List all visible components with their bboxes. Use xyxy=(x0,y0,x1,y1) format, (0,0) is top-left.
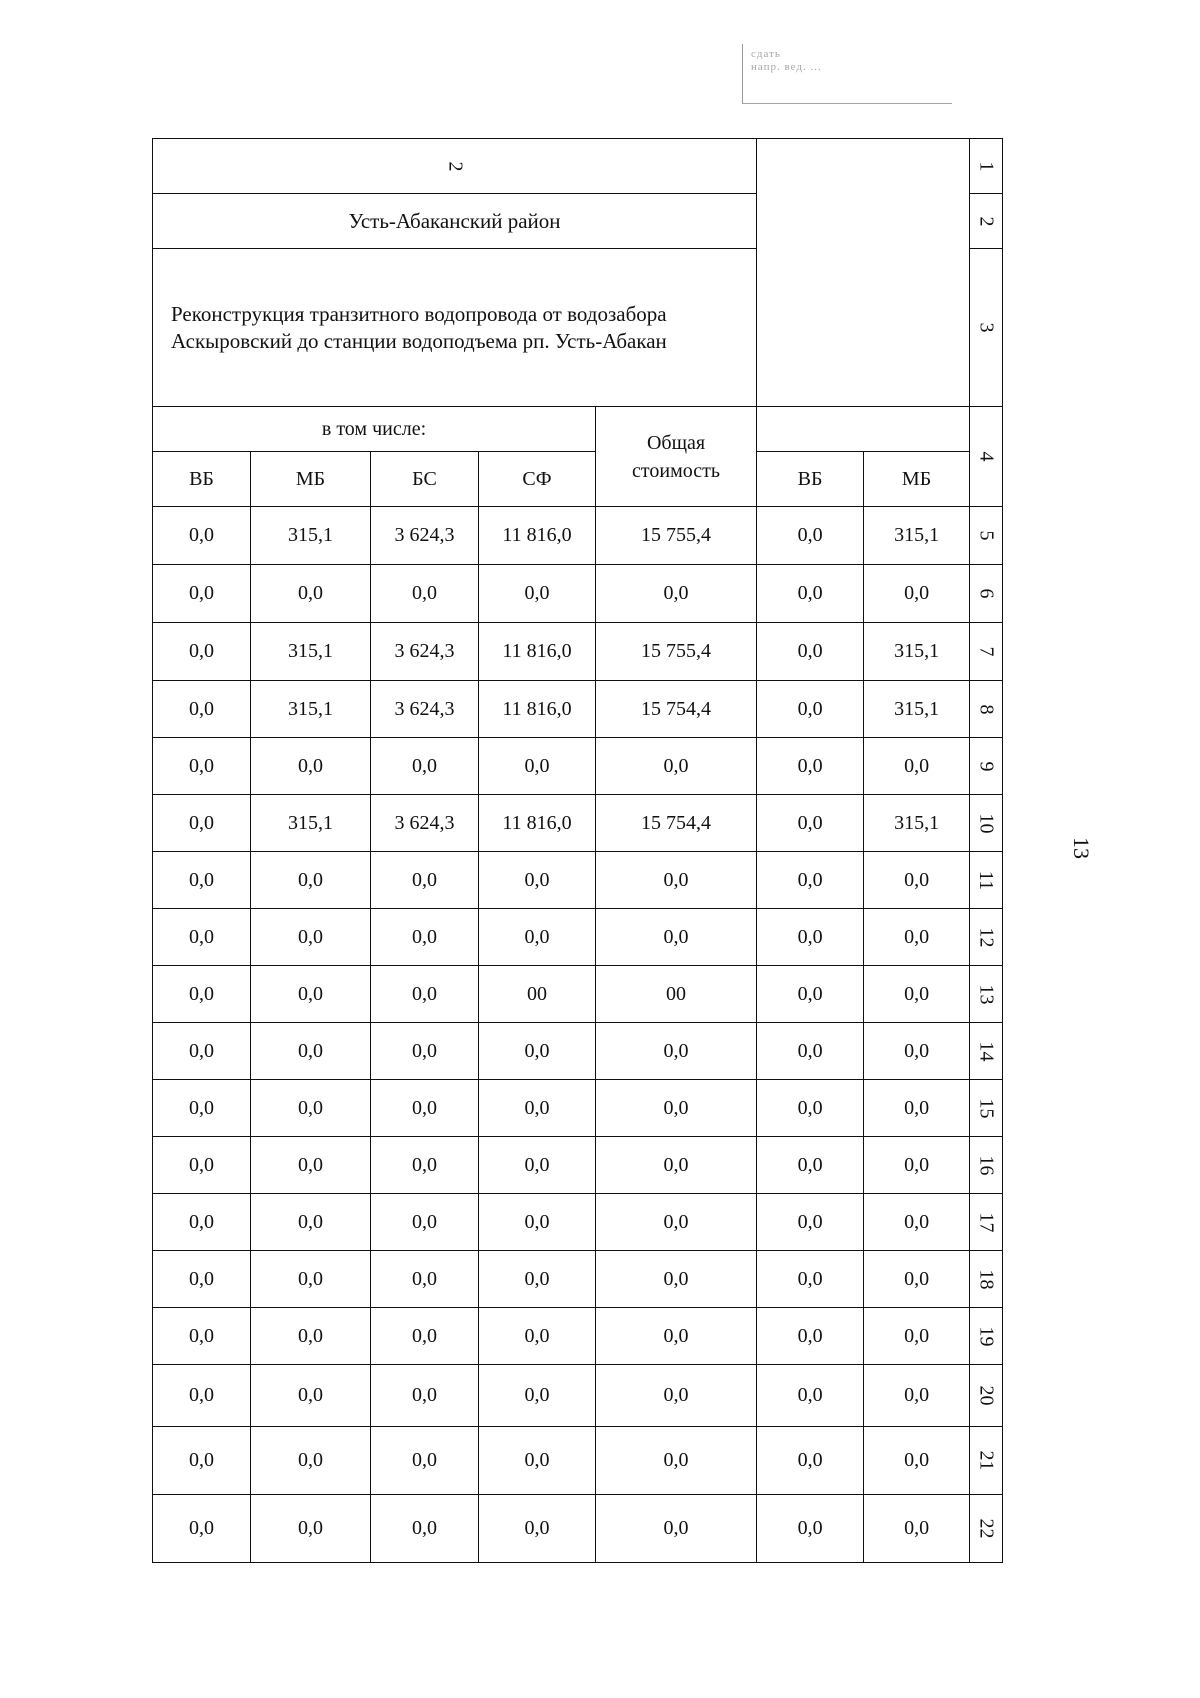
table-cell: 0,0 xyxy=(153,909,251,966)
row-number-cell xyxy=(970,565,1003,623)
table-cell: 0,0 xyxy=(757,1194,864,1251)
row-number-cell xyxy=(970,738,1003,795)
table-cell: 0,0 xyxy=(251,966,371,1023)
project-line-1: Реконструкция транзитного водопровода от водозабора xyxy=(171,301,667,326)
row-number-cell xyxy=(970,1023,1003,1080)
table-cell: 0,0 xyxy=(153,1308,251,1365)
row-number: 10 xyxy=(975,813,998,833)
row-number: 1 xyxy=(975,161,998,171)
table-cell: 0,0 xyxy=(479,1023,596,1080)
table-cell: 11 816,0 xyxy=(479,681,596,738)
table-cell: 11 816,0 xyxy=(479,795,596,852)
table-cell: 0,0 xyxy=(864,1080,970,1137)
table-cell: 0,0 xyxy=(371,852,479,909)
table-cell: 00 xyxy=(479,966,596,1023)
table-cell: 0,0 xyxy=(251,1495,371,1563)
row-number: 16 xyxy=(975,1155,998,1175)
table-cell: 315,1 xyxy=(864,507,970,565)
project-line-2: Аскыровский до станции водоподъема рп. Усть-Абакан xyxy=(171,328,667,353)
table-row xyxy=(153,1194,1003,1251)
row-number: 13 xyxy=(975,984,998,1004)
table-cell: 0,0 xyxy=(153,852,251,909)
row-number: 14 xyxy=(975,1041,998,1061)
table-cell: 0,0 xyxy=(864,738,970,795)
table-cell: 0,0 xyxy=(757,507,864,565)
col-sf-header: СФ xyxy=(479,452,596,507)
table-cell: 0,0 xyxy=(371,966,479,1023)
row-number-cell xyxy=(970,1194,1003,1251)
row-number: 9 xyxy=(975,761,998,771)
table-cell: 0,0 xyxy=(864,909,970,966)
table-cell: 0,0 xyxy=(251,1194,371,1251)
row-number: 4 xyxy=(975,451,998,462)
table-cell: 0,0 xyxy=(757,1427,864,1495)
table-cell: 0,0 xyxy=(251,738,371,795)
table-cell: 0,0 xyxy=(864,1251,970,1308)
row-number-cell xyxy=(970,1080,1003,1137)
table-cell: 0,0 xyxy=(479,1080,596,1137)
table-cell: 15 755,4 xyxy=(596,623,757,681)
table-cell: 0,0 xyxy=(153,738,251,795)
table-cell: 315,1 xyxy=(864,681,970,738)
table-cell: 0,0 xyxy=(757,1137,864,1194)
table-row xyxy=(153,1023,1003,1080)
table-cell: 0,0 xyxy=(757,966,864,1023)
row-number-cell xyxy=(970,1251,1003,1308)
table-cell: 0,0 xyxy=(757,1308,864,1365)
table-cell: 0,0 xyxy=(596,738,757,795)
row-number-cell xyxy=(970,139,1003,194)
table-cell: 0,0 xyxy=(479,1365,596,1427)
row-number: 18 xyxy=(975,1269,998,1289)
table-cell: 0,0 xyxy=(864,966,970,1023)
table-cell: 0,0 xyxy=(757,565,864,623)
table-cell: 11 816,0 xyxy=(479,623,596,681)
table-cell: 315,1 xyxy=(251,507,371,565)
col-vb2-header: ВБ xyxy=(757,452,864,507)
row-number: 11 xyxy=(975,870,998,890)
table-cell: 0,0 xyxy=(251,852,371,909)
total-cost-cell xyxy=(596,407,757,507)
table-cell: 11 816,0 xyxy=(479,507,596,565)
blank-subheader-cell xyxy=(757,407,970,452)
row-number: 17 xyxy=(975,1212,998,1232)
row-number: 20 xyxy=(975,1385,998,1406)
table-cell: 315,1 xyxy=(864,795,970,852)
table-row xyxy=(153,1365,1003,1427)
table-cell: 0,0 xyxy=(757,681,864,738)
table-cell: 0,0 xyxy=(153,1251,251,1308)
stamp-line-1: сдать xyxy=(751,48,781,60)
table-cell: 15 754,4 xyxy=(596,681,757,738)
table-cell: 0,0 xyxy=(757,623,864,681)
table-cell: 0,0 xyxy=(864,1365,970,1427)
table-row xyxy=(153,909,1003,966)
table-row xyxy=(153,623,1003,681)
table-cell: 3 624,3 xyxy=(371,623,479,681)
row-number: 6 xyxy=(975,588,998,599)
table-cell: 0,0 xyxy=(153,1365,251,1427)
table-cell: 0,0 xyxy=(596,1251,757,1308)
registration-stamp xyxy=(742,44,952,104)
table-cell: 0,0 xyxy=(479,1137,596,1194)
table-cell: 0,0 xyxy=(371,565,479,623)
table-cell: 0,0 xyxy=(251,1080,371,1137)
table-cell: 0,0 xyxy=(153,1194,251,1251)
row-number-cell xyxy=(970,249,1003,407)
table-row xyxy=(153,966,1003,1023)
including-cell xyxy=(153,407,596,452)
table-cell: 0,0 xyxy=(757,795,864,852)
table-cell: 0,0 xyxy=(757,909,864,966)
table-cell: 0,0 xyxy=(757,1251,864,1308)
total-cost-label: Общая стоимость xyxy=(632,431,720,482)
table-cell: 0,0 xyxy=(864,1023,970,1080)
table-cell: 0,0 xyxy=(251,565,371,623)
table-row xyxy=(153,738,1003,795)
table-cell: 0,0 xyxy=(153,623,251,681)
row-number-cell xyxy=(970,909,1003,966)
table-row xyxy=(153,507,1003,565)
row-number-cell xyxy=(970,1137,1003,1194)
table-cell: 0,0 xyxy=(479,1495,596,1563)
table-cell: 3 624,3 xyxy=(371,795,479,852)
row-number: 7 xyxy=(975,646,998,657)
table-cell: 0,0 xyxy=(251,1427,371,1495)
table-cell: 0,0 xyxy=(596,1023,757,1080)
table-cell: 0,0 xyxy=(371,1427,479,1495)
table-cell: 0,0 xyxy=(596,1427,757,1495)
table-row xyxy=(153,1308,1003,1365)
table-cell: 0,0 xyxy=(596,565,757,623)
table-cell: 0,0 xyxy=(479,852,596,909)
table-cell: 0,0 xyxy=(153,681,251,738)
table-cell: 0,0 xyxy=(153,1080,251,1137)
table-cell: 0,0 xyxy=(479,565,596,623)
table-cell: 0,0 xyxy=(757,1495,864,1563)
header-row-including xyxy=(153,407,1003,452)
district-name: Усть-Абаканский район xyxy=(348,208,561,233)
table-cell: 0,0 xyxy=(864,1495,970,1563)
table-cell: 315,1 xyxy=(251,623,371,681)
table-cell: 0,0 xyxy=(757,1023,864,1080)
row-number-cell xyxy=(970,795,1003,852)
row-number-cell xyxy=(970,1308,1003,1365)
row-number-cell xyxy=(970,852,1003,909)
table-cell: 0,0 xyxy=(596,1308,757,1365)
row-number-cell xyxy=(970,1427,1003,1495)
table-cell: 0,0 xyxy=(479,1194,596,1251)
table-cell: 0,0 xyxy=(479,909,596,966)
table-cell: 0,0 xyxy=(153,966,251,1023)
table-cell: 0,0 xyxy=(371,738,479,795)
project-cell xyxy=(153,249,757,407)
row-number-cell xyxy=(970,966,1003,1023)
table-cell: 0,0 xyxy=(371,1080,479,1137)
row-number-cell xyxy=(970,1365,1003,1427)
table-row xyxy=(153,565,1003,623)
row-number-cell xyxy=(970,681,1003,738)
col-mb2-header: МБ xyxy=(864,452,970,507)
col-vb-header: ВБ xyxy=(153,452,251,507)
table-cell: 0,0 xyxy=(864,1308,970,1365)
table-cell: 0,0 xyxy=(864,1137,970,1194)
table-cell: 0,0 xyxy=(371,1365,479,1427)
table-cell: 0,0 xyxy=(251,1251,371,1308)
including-label: в том числе: xyxy=(321,417,427,440)
row-number: 8 xyxy=(975,704,998,714)
table-cell: 3 624,3 xyxy=(371,681,479,738)
table-cell: 0,0 xyxy=(596,1365,757,1427)
row-number-cell xyxy=(970,507,1003,565)
table-cell: 0,0 xyxy=(596,852,757,909)
row-number: 22 xyxy=(975,1518,998,1539)
header-row-number xyxy=(153,139,1003,194)
table-cell: 0,0 xyxy=(757,852,864,909)
district-cell xyxy=(153,194,757,249)
table-cell: 0,0 xyxy=(153,1023,251,1080)
table-cell: 0,0 xyxy=(371,1495,479,1563)
table-cell: 0,0 xyxy=(596,909,757,966)
blank-header-cell xyxy=(757,139,970,407)
col-mb-header: МБ xyxy=(251,452,371,507)
table-cell: 0,0 xyxy=(596,1080,757,1137)
table-cell: 0,0 xyxy=(371,1194,479,1251)
table-cell: 0,0 xyxy=(251,1137,371,1194)
row-number-cell xyxy=(970,623,1003,681)
table-cell: 3 624,3 xyxy=(371,507,479,565)
table-cell: 0,0 xyxy=(153,507,251,565)
table-row xyxy=(153,1495,1003,1563)
table-cell: 0,0 xyxy=(251,1023,371,1080)
table-cell: 0,0 xyxy=(479,1308,596,1365)
table-cell: 0,0 xyxy=(251,1365,371,1427)
stamp-line-2: напр. вед. ... xyxy=(751,61,822,73)
table-cell: 0,0 xyxy=(371,1308,479,1365)
table-cell: 0,0 xyxy=(153,1427,251,1495)
row-number: 2 xyxy=(975,216,998,226)
row-number: 19 xyxy=(975,1326,998,1346)
row-number-cell xyxy=(970,1495,1003,1563)
table-cell: 315,1 xyxy=(864,623,970,681)
table-cell: 0,0 xyxy=(757,1080,864,1137)
table-cell: 0,0 xyxy=(596,1137,757,1194)
col2-number-cell xyxy=(153,139,757,194)
table-cell: 00 xyxy=(596,966,757,1023)
table-cell: 0,0 xyxy=(251,909,371,966)
table-row xyxy=(153,1427,1003,1495)
col-bs-header: БС xyxy=(371,452,479,507)
table-cell: 0,0 xyxy=(479,1427,596,1495)
table-cell: 0,0 xyxy=(371,1023,479,1080)
table-row xyxy=(153,681,1003,738)
table-row xyxy=(153,1251,1003,1308)
table-cell: 0,0 xyxy=(757,738,864,795)
table-cell: 0,0 xyxy=(864,1194,970,1251)
table-cell: 15 755,4 xyxy=(596,507,757,565)
table-row xyxy=(153,852,1003,909)
table-cell: 0,0 xyxy=(251,1308,371,1365)
table-cell: 15 754,4 xyxy=(596,795,757,852)
table-cell: 0,0 xyxy=(864,852,970,909)
row-number: 15 xyxy=(975,1098,998,1118)
table-cell: 0,0 xyxy=(153,1137,251,1194)
table-cell: 0,0 xyxy=(596,1194,757,1251)
table-cell: 0,0 xyxy=(371,1137,479,1194)
table-cell: 0,0 xyxy=(153,565,251,623)
row-number: 12 xyxy=(975,927,998,947)
financing-table xyxy=(152,138,1003,1563)
table-row xyxy=(153,795,1003,852)
table-cell: 0,0 xyxy=(757,1365,864,1427)
row-number: 5 xyxy=(975,530,998,541)
table-cell: 0,0 xyxy=(479,738,596,795)
row-number: 3 xyxy=(975,322,998,333)
table-cell: 0,0 xyxy=(479,1251,596,1308)
table-cell: 0,0 xyxy=(596,1495,757,1563)
table-row xyxy=(153,1080,1003,1137)
header-row-columns xyxy=(153,452,1003,507)
table-cell: 315,1 xyxy=(251,795,371,852)
table-cell: 315,1 xyxy=(251,681,371,738)
row-number-cell xyxy=(970,407,1003,507)
row-number: 21 xyxy=(975,1450,998,1471)
table-cell: 0,0 xyxy=(371,909,479,966)
col2-number: 2 xyxy=(444,161,467,171)
table-cell: 0,0 xyxy=(864,1427,970,1495)
table-cell: 0,0 xyxy=(371,1251,479,1308)
table-row xyxy=(153,1137,1003,1194)
table-cell: 0,0 xyxy=(153,1495,251,1563)
table-cell: 0,0 xyxy=(153,795,251,852)
table-cell: 0,0 xyxy=(864,565,970,623)
row-number-cell xyxy=(970,194,1003,249)
page-number: 13 xyxy=(1069,837,1094,859)
